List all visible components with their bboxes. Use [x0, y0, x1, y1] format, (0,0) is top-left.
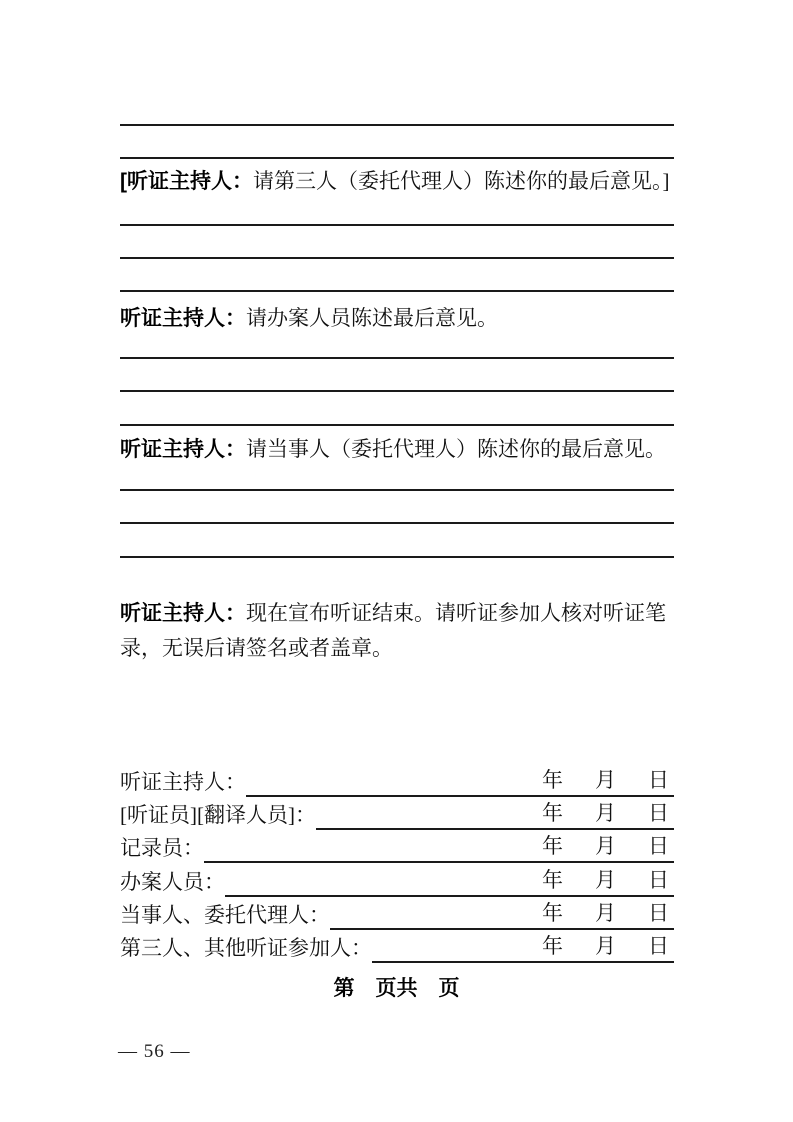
speaker-label: [听证主持人： — [120, 170, 253, 193]
signature-blank-line — [316, 796, 674, 830]
month-label: 月 — [595, 934, 616, 958]
paragraph-text: 请第三人（委托代理人）陈述你的最后意见。] — [253, 169, 670, 193]
ruled-line — [120, 357, 674, 359]
day-label: 日 — [648, 768, 669, 792]
paragraph — [120, 303, 498, 334]
year-label: 年 — [542, 868, 563, 892]
signature-label: 当事人、委托代理人： — [120, 903, 330, 927]
signature-label: 办案人员： — [120, 870, 225, 894]
month-label: 月 — [595, 768, 616, 792]
ruled-line — [120, 489, 674, 491]
month-label: 月 — [595, 834, 616, 858]
year-label: 年 — [542, 801, 563, 825]
speaker-label: 听证主持人： — [120, 602, 246, 625]
signature-blank-line — [330, 896, 674, 930]
ruled-line — [120, 257, 674, 259]
speaker-label: 听证主持人： — [120, 438, 246, 461]
year-label: 年 — [542, 768, 563, 792]
ruled-line — [120, 290, 674, 292]
year-label: 年 — [542, 834, 563, 858]
ruled-line — [120, 390, 674, 392]
signature-row — [120, 796, 674, 830]
signature-blank-line — [204, 829, 674, 863]
speaker-label: 听证主持人： — [120, 307, 246, 330]
signature-blank-line — [246, 763, 674, 797]
year-label: 年 — [542, 901, 563, 925]
ruled-line — [120, 157, 674, 159]
page-x-of-y-label: 第 页共 页 — [333, 977, 460, 1000]
paragraph — [120, 166, 670, 197]
day-label: 日 — [648, 901, 669, 925]
paragraph-text: 请当事人（委托代理人）陈述你的最后意见。 — [246, 437, 666, 461]
signature-label: [听证员][翻译人员]： — [120, 803, 316, 827]
page-number: — 56 — — [118, 1041, 191, 1062]
paragraph-text: 现在宣布听证结束。请听证参加人核对听证笔录，无误后请签名或者盖章。 — [120, 601, 666, 660]
ruled-line — [120, 522, 674, 524]
signature-label: 记录员： — [120, 836, 204, 860]
date-suffix — [542, 764, 674, 795]
ruled-line — [120, 224, 674, 226]
signature-row — [120, 863, 674, 897]
signature-row — [120, 829, 674, 863]
signature-row — [120, 896, 674, 930]
signature-blank-line — [372, 929, 674, 963]
date-suffix — [542, 797, 674, 828]
signature-blank-line — [225, 863, 674, 897]
day-label: 日 — [648, 801, 669, 825]
month-label: 月 — [595, 868, 616, 892]
ruled-line — [120, 124, 674, 126]
day-label: 日 — [648, 834, 669, 858]
ruled-line — [120, 424, 674, 426]
paragraph-text: 请办案人员陈述最后意见。 — [246, 306, 498, 330]
year-label: 年 — [542, 934, 563, 958]
date-suffix — [542, 897, 674, 928]
month-label: 月 — [595, 801, 616, 825]
month-label: 月 — [595, 901, 616, 925]
signature-label: 第三人、其他听证参加人： — [120, 936, 372, 960]
date-suffix — [542, 930, 674, 961]
paragraph — [120, 596, 680, 665]
signature-label: 听证主持人： — [120, 770, 246, 794]
signature-row — [120, 763, 674, 797]
paragraph — [120, 434, 666, 465]
day-label: 日 — [648, 868, 669, 892]
signature-row — [120, 929, 674, 963]
day-label: 日 — [648, 934, 669, 958]
date-suffix — [542, 864, 674, 895]
ruled-line — [120, 556, 674, 558]
date-suffix — [542, 830, 674, 861]
